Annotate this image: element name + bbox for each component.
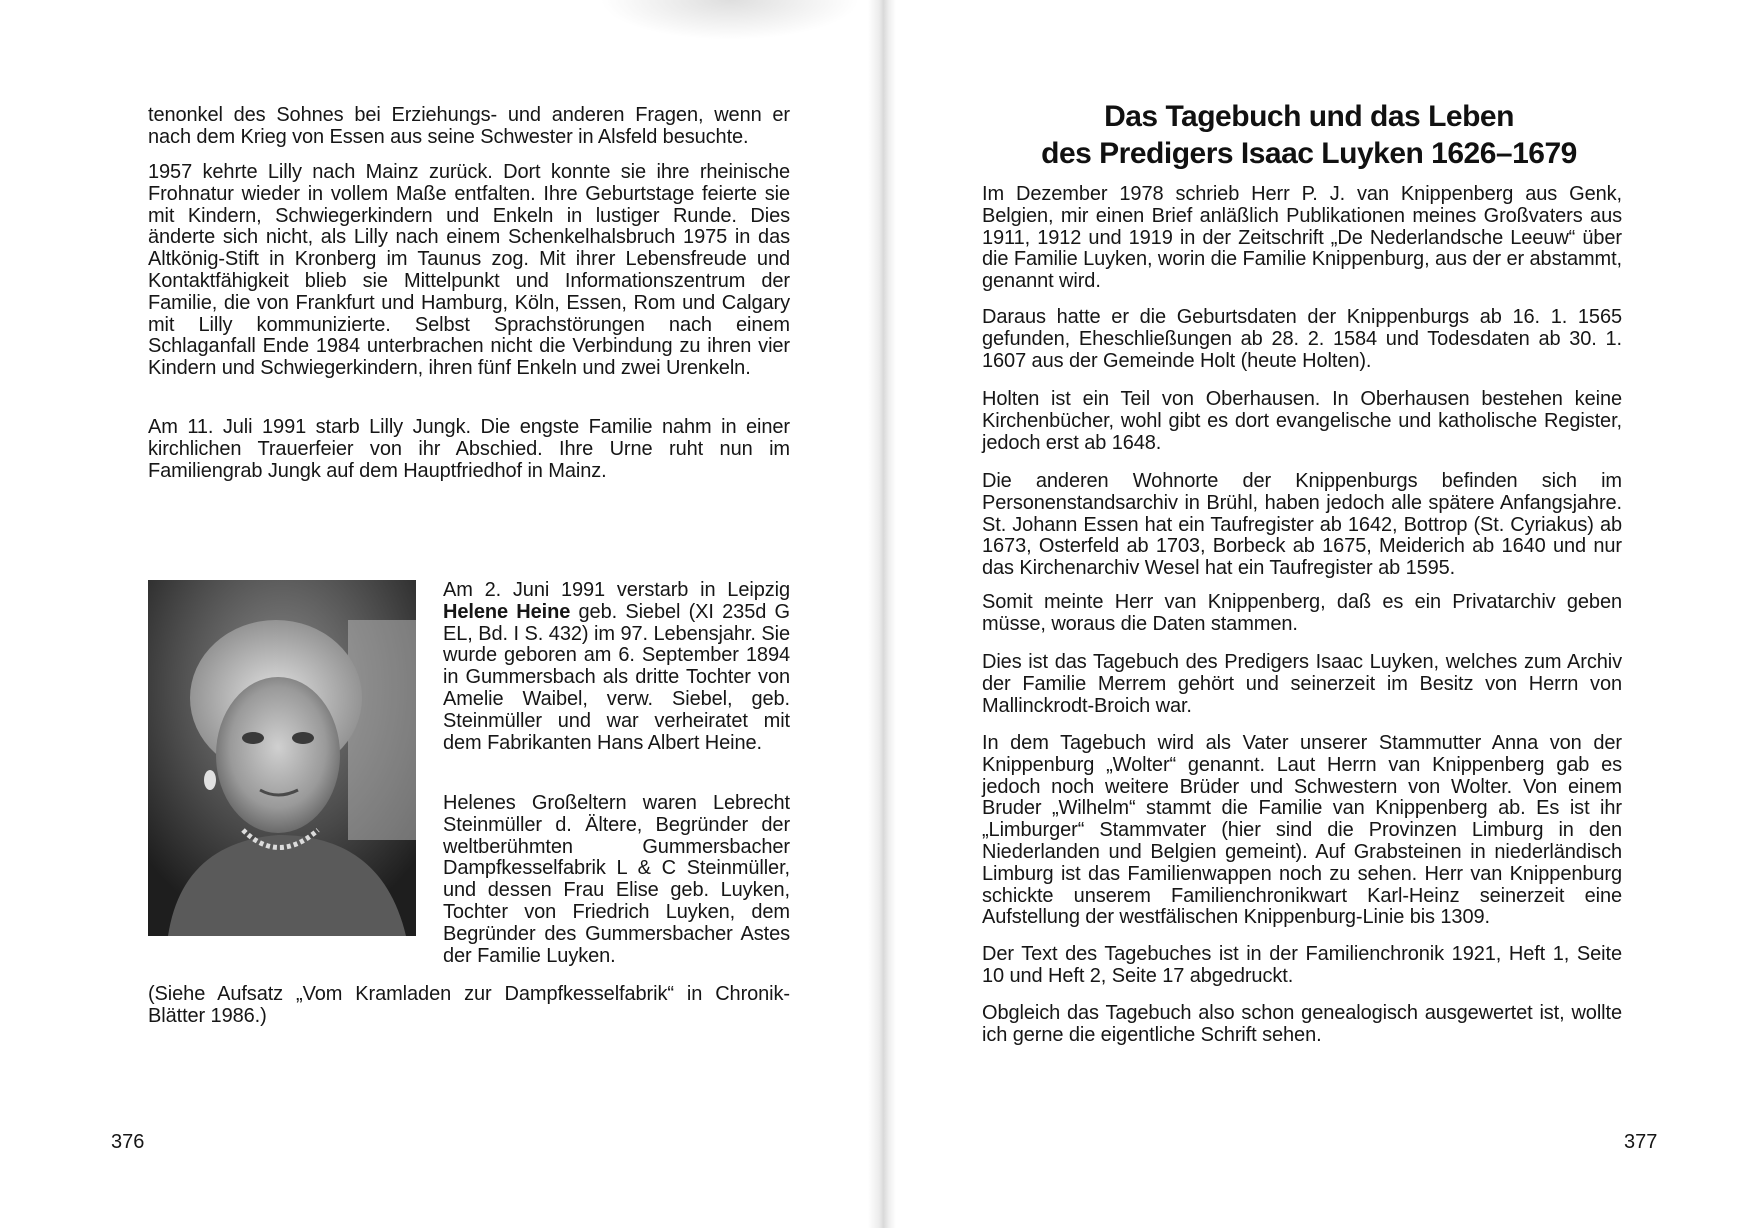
right-paragraph-7: In dem Tagebuch wird als Vater unserer Stammutter Anna von der Knippenburg „Wolter“ genannt. Laut Herrn van Knippenberg gab es jedoch noch weitere Brüder und Schwestern von Wolter. Von einem Bruder „Wilhelm“ stammt die Familie van Knippenberg ab. Es ist ihr „Limburger“ Stammvater (hier sind die Provinzen Limburg in den Niederlanden und Belgien gemeint). Auf Grabsteinen in niederländisch Limburg ist das Familienwappen noch zu sehen. Herr van Knippenburg schickte unserem Familienchronikwart Karl-Heinz seinerzeit eine Aufstellung der westfälischen Knippenburg-Linie bis 1309. (982, 732, 1622, 929)
right-paragraph-1: Im Dezember 1978 schrieb Herr P. J. van Knippenberg aus Genk, Belgien, mir einen Brief anläßlich Publikationen meines Großvaters aus 1911, 1912 und 1919 in der Zeitschrift „De Nederlandsche Leeuw“ über die Familie Luyken, worin die Familie Knippenburg, aus der er abstammt, genannt wird. (982, 183, 1622, 293)
article-title (972, 98, 1646, 172)
right-paragraph-4: Die anderen Wohnorte der Knippenburgs befinden sich im Personenstandsarchiv in Brühl, haben jedoch alle spätere Anfangsjahre. St. Johann Essen hat ein Taufregister ab 1642, Bottrop (St. Cyriakus) ab 1673, Osterfeld ab 1703, Borbeck ab 1675, Meiderich ab 1640 und nur das Kirchenarchiv Wesel hat ein Taufregister ab 1595. (982, 470, 1622, 580)
caption-paragraph-2: Helenes Großeltern waren Lebrecht Steinmüller d. Ältere, Begründer der weltberühmten Gummersbacher Dampfkesselfabrik L & C Steinmüller, und dessen Frau Elise geb. Luyken, Tochter von Friedrich Luyken, dem Begründer des Gummersbacher Astes der Familie Luyken. (443, 792, 790, 967)
caption-details: geb. Siebel (XI 235d G EL, Bd. I S. 432) im 97. Lebensjahr. Sie wurde geboren am 6. September 1894 in Gummersbach als dritte Tochter von Amelie Waibel, verw. Siebel, geb. Steinmüller und war verheiratet mit dem Fabrikanten Hans Albert Heine. (443, 600, 790, 754)
right-paragraph-9: Obgleich das Tagebuch also schon genealogisch ausgewertet ist, wollte ich gerne die eigentliche Schrift sehen. (982, 1002, 1622, 1046)
caption-intro: Am 2. Juni 1991 verstarb in Leipzig (443, 579, 790, 601)
page-number-left: 376 (111, 1131, 145, 1153)
reference-note: (Siehe Aufsatz „Vom Kramladen zur Dampfkesselfabrik“ in Chronik-Blätter 1986.) (148, 983, 790, 1027)
left-paragraph-3: Am 11. Juli 1991 starb Lilly Jungk. Die engste Familie nahm in einer kirchlichen Trauerfeier von ihr Abschied. Ihre Urne ruht nun im Familiengrab Jungk auf dem Hauptfriedhof in Mainz. (148, 416, 790, 482)
left-paragraph-2: 1957 kehrte Lilly nach Mainz zurück. Dort konnte sie ihre rheinische Frohnatur wieder in vollem Maße entfalten. Ihre Geburtstage feierte sie mit Kindern, Schwiegerkindern und Enkeln in lustiger Runde. Dies änderte sich nicht, als Lilly nach einem Schenkelhalsbruch 1975 in das Altkönig-Stift in Kronberg im Taunus zog. Mit ihrer Lebensfreude und Kontaktfähigkeit blieb sie Mittelpunkt und Informationszentrum der Familie, die von Frankfurt und Hamburg, Köln, Essen, Rom und Calgary mit Lilly kommunizierte. Selbst Sprachstörungen nach einem Schlaganfall Ende 1984 unterbrachen nicht die Verbindung zu ihren vier Kindern und Schwiegerkindern, ihren fünf Enkeln und zwei Urenkeln. (148, 161, 790, 380)
portrait-photo (148, 580, 416, 936)
caption-paragraph-1 (443, 580, 790, 754)
page-number-right: 377 (1624, 1131, 1658, 1153)
article-title-line-2: des Predigers Isaac Luyken 1626–1679 (1041, 137, 1577, 170)
right-paragraph-3: Holten ist ein Teil von Oberhausen. In Oberhausen bestehen keine Kirchenbücher, wohl gibt es dort evangelische und katholische Register, jedoch erst ab 1648. (982, 388, 1622, 454)
article-title-line-1: Das Tagebuch und das Leben (1104, 100, 1514, 133)
page-top-shadow (600, 0, 860, 40)
right-paragraph-6: Dies ist das Tagebuch des Predigers Isaac Luyken, welches zum Archiv der Familie Merrem gehört und seinerzeit im Besitz von Herrn von Mallinckrodt-Broich war. (982, 651, 1622, 717)
right-paragraph-2: Daraus hatte er die Geburtsdaten der Knippenburgs ab 16. 1. 1565 gefunden, Eheschließungen ab 28. 2. 1584 und Todesdaten ab 30. 1. 1607 aus der Gemeinde Holt (heute Holten). (982, 306, 1622, 372)
left-paragraph-1: tenonkel des Sohnes bei Erziehungs- und anderen Fragen, wenn er nach dem Krieg von Essen aus seine Schwester in Alsfeld besuchte. (148, 104, 790, 148)
right-paragraph-8: Der Text des Tagebuches ist in der Familienchronik 1921, Heft 1, Seite 10 und Heft 2, Seite 17 abgedruckt. (982, 943, 1622, 987)
book-gutter (868, 0, 896, 1228)
caption-name: Helene Heine (443, 600, 571, 623)
right-paragraph-5: Somit meinte Herr van Knippenberg, daß es ein Privatarchiv geben müsse, woraus die Daten stammen. (982, 591, 1622, 635)
portrait-image (148, 580, 416, 936)
